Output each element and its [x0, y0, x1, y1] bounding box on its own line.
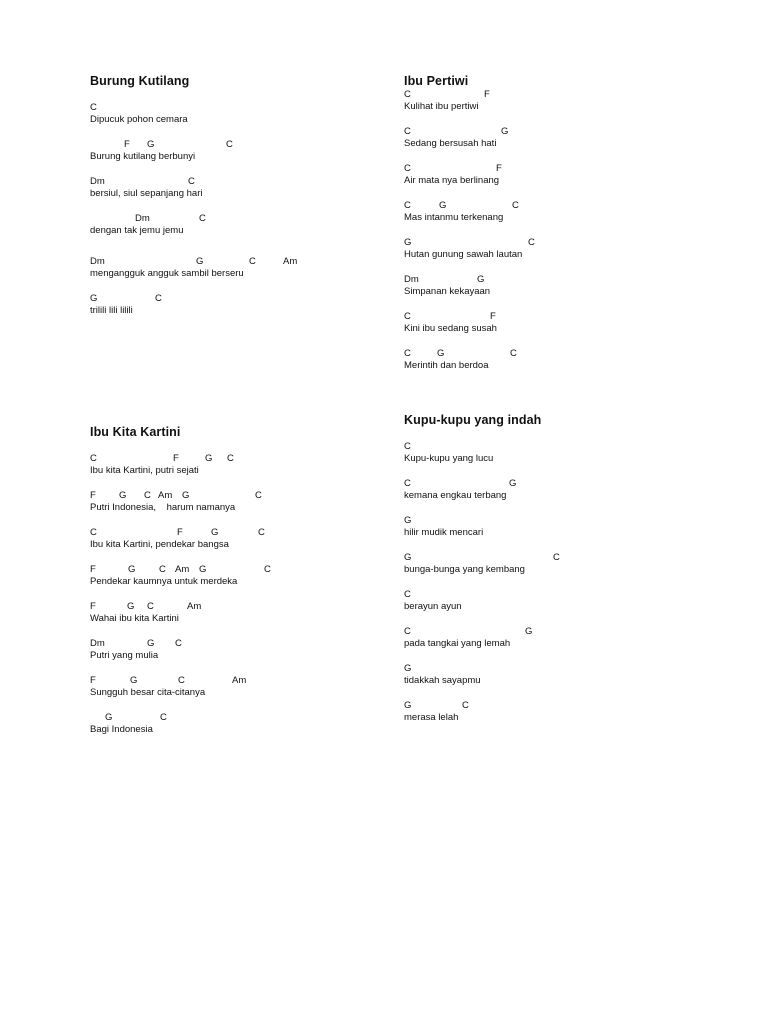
lyric-line: Kupu-kupu yang lucu	[404, 453, 494, 464]
chord-am: Am	[187, 601, 202, 612]
song-line	[90, 176, 390, 202]
song-line	[404, 552, 704, 578]
chord-c: C	[188, 176, 195, 187]
chord-g: G	[404, 663, 412, 674]
song-line	[404, 274, 704, 300]
chord-f: F	[484, 89, 490, 100]
lyric-line: berayun ayun	[404, 601, 462, 612]
lyric-line: Sedang bersusah hati	[404, 138, 497, 149]
chord-c: C	[175, 638, 182, 649]
lyric-line: Sungguh besar cita-citanya	[90, 687, 206, 698]
chord-c: C	[404, 626, 411, 637]
song-line	[90, 712, 390, 738]
chord-c: C	[404, 348, 411, 359]
lyric-line: Wahai ibu kita Kartini	[90, 613, 179, 624]
song-line	[404, 589, 704, 615]
lyric-line: Hutan gunung sawah lautan	[404, 249, 523, 260]
song-line	[404, 441, 704, 467]
chord-am: Am	[158, 490, 173, 501]
lyric-line: bunga-bunga yang kembang	[404, 564, 525, 575]
chord-am: Am	[232, 675, 247, 686]
lyric-line: mengangguk angguk sambil berseru	[90, 268, 244, 279]
chord-c: C	[144, 490, 151, 501]
chord-c: C	[528, 237, 535, 248]
chord-c: C	[510, 348, 517, 359]
chord-c: C	[249, 256, 256, 267]
chord-g: G	[119, 490, 127, 501]
chord-c: C	[404, 126, 411, 137]
song-line	[90, 490, 390, 516]
song-line	[404, 200, 704, 226]
lyric-line: dengan tak jemu jemu	[90, 225, 184, 236]
song-line	[90, 564, 390, 590]
song-line	[90, 527, 390, 553]
song-line	[90, 213, 390, 239]
lyric-line: Air mata nya berlinang	[404, 175, 500, 186]
chord-c: C	[404, 200, 411, 211]
chord-f: F	[90, 601, 96, 612]
chord-g: G	[199, 564, 207, 575]
song-line	[404, 515, 704, 541]
lyric-line: Kulihat ibu pertiwi	[404, 101, 479, 112]
chord-g: G	[128, 564, 136, 575]
lyric-line: Ibu kita Kartini, pendekar bangsa	[90, 539, 229, 550]
lyric-line: Pendekar kaumnya untuk merdeka	[90, 576, 238, 587]
chord-dm: Dm	[90, 256, 105, 267]
chord-c: C	[90, 102, 97, 113]
chord-c: C	[90, 453, 97, 464]
chord-f: F	[90, 490, 96, 501]
song-line	[90, 675, 390, 701]
song-line	[90, 102, 390, 128]
chord-c: C	[553, 552, 560, 563]
song-line	[90, 256, 390, 282]
chord-g: G	[501, 126, 509, 137]
chord-c: C	[404, 311, 411, 322]
chord-c: C	[404, 478, 411, 489]
chord-g: G	[196, 256, 204, 267]
chord-c: C	[255, 490, 262, 501]
lyric-line: bersiul, siul sepanjang hari	[90, 188, 203, 199]
song-title: Ibu Kita Kartini	[90, 425, 181, 439]
song-line	[90, 638, 390, 664]
song-line	[404, 348, 704, 374]
song-line	[404, 626, 704, 652]
song-line	[90, 139, 390, 165]
song-line	[404, 478, 704, 504]
lyric-line: Kini ibu sedang susah	[404, 323, 497, 334]
lyric-line: Simpanan kekayaan	[404, 286, 491, 297]
song-line	[404, 163, 704, 189]
chord-c: C	[159, 564, 166, 575]
song-line	[404, 663, 704, 689]
song-title: Burung Kutilang	[90, 74, 190, 88]
song-line	[90, 293, 390, 319]
chord-dm: Dm	[90, 638, 105, 649]
song-line	[90, 601, 390, 627]
chord-f: F	[124, 139, 130, 150]
chord-f: F	[90, 675, 96, 686]
chord-f: F	[496, 163, 502, 174]
chord-c: C	[404, 163, 411, 174]
lyric-line: Merintih dan berdoa	[404, 360, 489, 371]
lyric-line: Dipucuk pohon cemara	[90, 114, 188, 125]
chord-dm: Dm	[135, 213, 150, 224]
chord-c: C	[227, 453, 234, 464]
chord-dm: Dm	[90, 176, 105, 187]
chord-c: C	[258, 527, 265, 538]
chord-f: F	[490, 311, 496, 322]
lyric-line: Putri yang mulia	[90, 650, 159, 661]
chord-c: C	[147, 601, 154, 612]
chord-c: C	[199, 213, 206, 224]
chord-c: C	[404, 89, 411, 100]
lyric-line: Putri Indonesia, harum namanya	[90, 502, 236, 513]
chord-dm: Dm	[404, 274, 419, 285]
song-line	[404, 700, 704, 726]
lyric-line: Bagi Indonesia	[90, 724, 153, 735]
chord-c: C	[264, 564, 271, 575]
chord-f: F	[177, 527, 183, 538]
lyric-line: Burung kutilang berbunyi	[90, 151, 196, 162]
chord-am: Am	[175, 564, 190, 575]
chord-c: C	[155, 293, 162, 304]
chord-c: C	[226, 139, 233, 150]
chord-c: C	[178, 675, 185, 686]
song-line	[90, 453, 390, 479]
chord-g: G	[105, 712, 113, 723]
chord-g: G	[437, 348, 445, 359]
chord-g: G	[404, 552, 412, 563]
chord-f: F	[90, 564, 96, 575]
chord-c: C	[404, 589, 411, 600]
lyric-line: kemana engkau terbang	[404, 490, 507, 501]
chord-g: G	[205, 453, 213, 464]
chord-c: C	[462, 700, 469, 711]
chord-g: G	[404, 515, 412, 526]
song-line	[404, 89, 704, 115]
chord-g: G	[90, 293, 98, 304]
chord-g: G	[130, 675, 138, 686]
song-title: Kupu-kupu yang indah	[404, 413, 542, 427]
song-line	[404, 311, 704, 337]
chord-am: Am	[283, 256, 298, 267]
chord-g: G	[439, 200, 447, 211]
chord-c: C	[160, 712, 167, 723]
lyric-line: merasa lelah	[404, 712, 459, 723]
chord-g: G	[404, 700, 412, 711]
song-line	[404, 237, 704, 263]
chord-c: C	[512, 200, 519, 211]
chord-g: G	[147, 638, 155, 649]
chord-c: C	[90, 527, 97, 538]
chord-g: G	[509, 478, 517, 489]
lyric-line: hilir mudik mencari	[404, 527, 484, 538]
lyric-line: trilili lili lilili	[90, 305, 133, 316]
song-line	[404, 126, 704, 152]
lyric-line: pada tangkai yang lemah	[404, 638, 511, 649]
chord-g: G	[211, 527, 219, 538]
chord-g: G	[147, 139, 155, 150]
lyric-line: Ibu kita Kartini, putri sejati	[90, 465, 199, 476]
lyric-line: tidakkah sayapmu	[404, 675, 481, 686]
song-title: Ibu Pertiwi	[404, 74, 469, 88]
chord-f: F	[173, 453, 179, 464]
chord-g: G	[182, 490, 190, 501]
chord-g: G	[525, 626, 533, 637]
chord-g: G	[477, 274, 485, 285]
lyric-line: Mas intanmu terkenang	[404, 212, 504, 223]
chord-g: G	[404, 237, 412, 248]
chord-c: C	[404, 441, 411, 452]
chord-g: G	[127, 601, 135, 612]
